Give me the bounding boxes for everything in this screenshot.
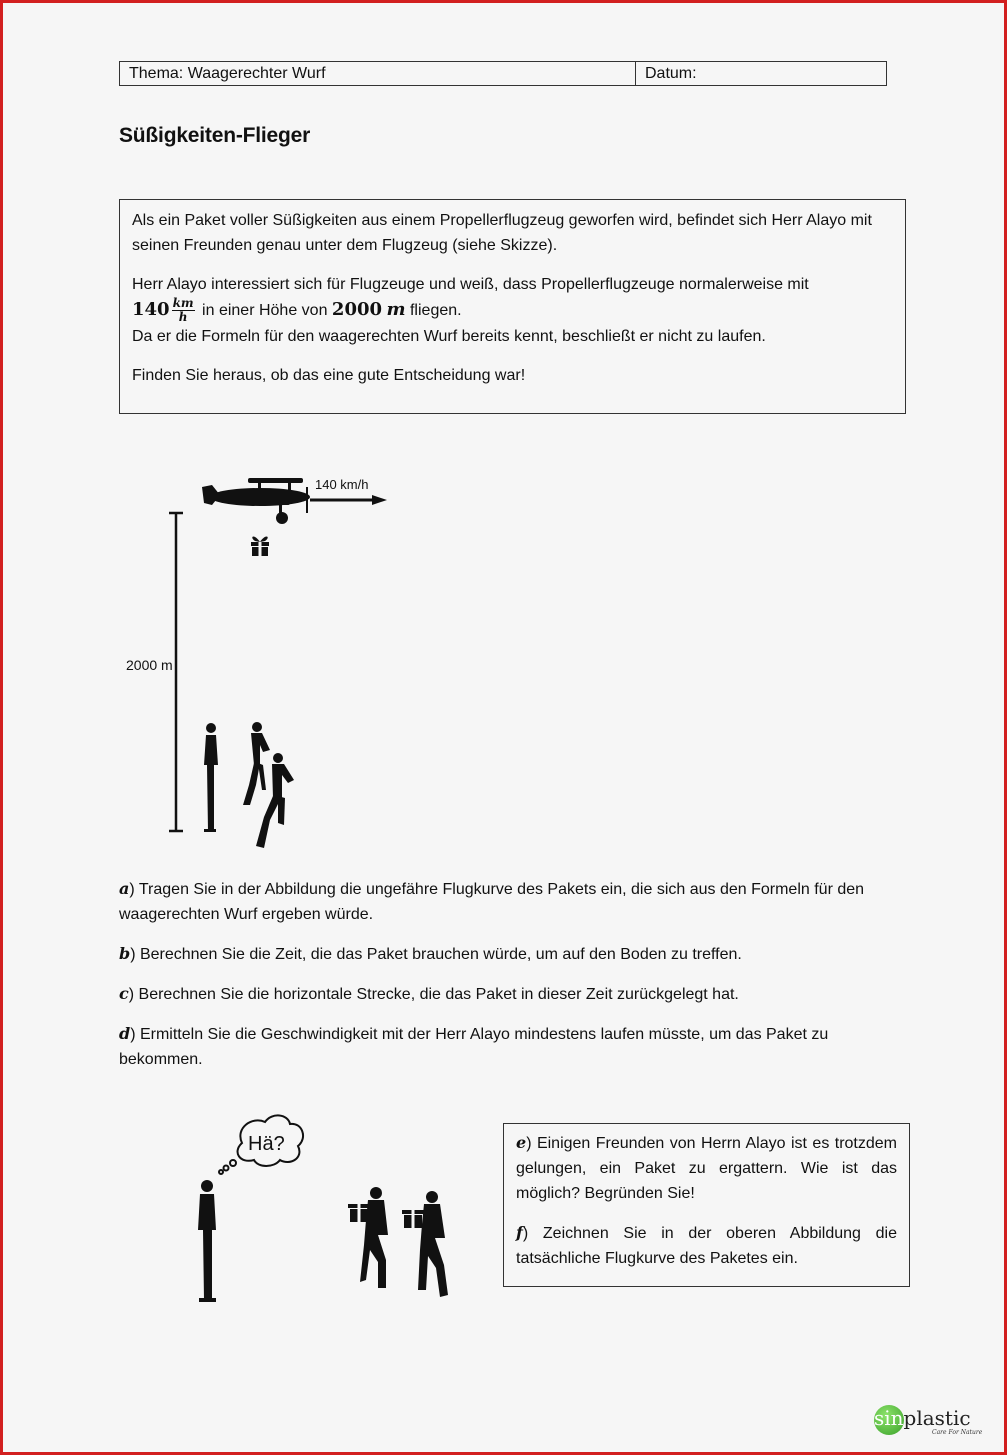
airplane-icon xyxy=(202,478,310,524)
task-box-ef xyxy=(503,1123,910,1287)
intro-paragraph-2 xyxy=(132,272,893,324)
friends-sketch xyxy=(180,1110,480,1310)
header-table xyxy=(119,61,887,86)
standing-person-icon xyxy=(198,1180,216,1302)
speed-label: 140 km/h xyxy=(315,477,369,492)
friend-with-gift-icon xyxy=(402,1191,448,1297)
page-title: Süßigkeiten-Flieger xyxy=(119,124,311,147)
speed-arrow-icon xyxy=(310,495,387,505)
height-unit: m xyxy=(386,299,406,320)
height-value: 2000 xyxy=(331,299,383,320)
intro-paragraph-1: Als ein Paket voller Süßigkeiten aus einem Propellerflugzeug geworfen wird, befindet sich Herr Alayo mit seinen Freunden genau unter dem Flugzeug (siehe Skizze). xyxy=(132,212,872,254)
question-text: ) Zeichnen Sie in der oberen Abbildung die tatsächliche Flugkurve des Paketes ein. xyxy=(516,1225,897,1267)
question-text: ) Ermitteln Sie die Geschwindigkeit mit der Herr Alayo mindestens laufen müsste, um das Paket zu bekommen. xyxy=(119,1026,829,1068)
speed-value: 140 xyxy=(132,299,170,320)
friend-with-gift-icon xyxy=(348,1187,388,1288)
question-letter: b xyxy=(119,944,131,963)
flight-sketch xyxy=(110,465,410,865)
question-text: ) Einigen Freunden von Herrn Alayo ist es trotzdem gelungen, ein Paket zu ergattern. Wie ist das möglich? Begründen Sie! xyxy=(516,1135,897,1202)
thought-text: Hä? xyxy=(248,1133,285,1155)
question-f xyxy=(516,1220,897,1271)
question-c xyxy=(119,981,894,1007)
question-text: ) Tragen Sie in der Abbildung die ungefähre Flugkurve des Pakets ein, die sich aus den Formeln für den waagerechten Wurf ergeben würde. xyxy=(119,881,865,923)
gift-icon xyxy=(251,537,269,556)
question-letter: a xyxy=(119,879,130,898)
speed-unit-num: km xyxy=(172,296,194,311)
question-d xyxy=(119,1021,894,1072)
running-person-icon xyxy=(243,722,270,805)
question-b xyxy=(119,941,894,967)
question-text: ) Berechnen Sie die horizontale Strecke, die das Paket in dieser Zeit zurückgelegt hat. xyxy=(128,986,739,1003)
intro-p2-mid: in einer Höhe von xyxy=(202,302,328,319)
speed-unit-den: h xyxy=(178,310,188,325)
standing-person-icon xyxy=(204,723,218,832)
logo-word: sinplastic xyxy=(874,1406,971,1430)
height-label: 2000 m xyxy=(126,657,173,673)
topic-cell: Thema: Waagerechter Wurf xyxy=(120,62,636,85)
intro-paragraph-4: Finden Sie heraus, ob das eine gute Entscheidung war! xyxy=(132,367,526,385)
question-letter: c xyxy=(119,984,129,1003)
intro-p2-start: Herr Alayo interessiert sich für Flugzeuge und weiß, dass Propellerflugzeuge normalerweise mit xyxy=(132,276,809,293)
intro-p2-end: fliegen. xyxy=(409,302,462,319)
question-text: ) Berechnen Sie die Zeit, die das Paket brauchen würde, um auf den Boden zu treffen. xyxy=(130,946,742,963)
question-e xyxy=(516,1130,897,1206)
intro-paragraph-3: Da er die Formeln für den waagerechten Wurf bereits kennt, beschließt er nicht zu laufen. xyxy=(132,328,766,346)
date-cell: Datum: xyxy=(645,65,697,82)
sinplastic-logo xyxy=(872,1403,992,1439)
intro-box xyxy=(119,199,906,414)
speed-unit-fraction xyxy=(172,297,195,324)
question-a xyxy=(119,876,894,927)
questions-list xyxy=(119,876,894,1086)
question-letter: f xyxy=(516,1223,523,1242)
question-letter: d xyxy=(119,1024,131,1043)
logo-tagline: Care For Nature xyxy=(932,1429,983,1436)
question-letter: e xyxy=(516,1133,527,1152)
